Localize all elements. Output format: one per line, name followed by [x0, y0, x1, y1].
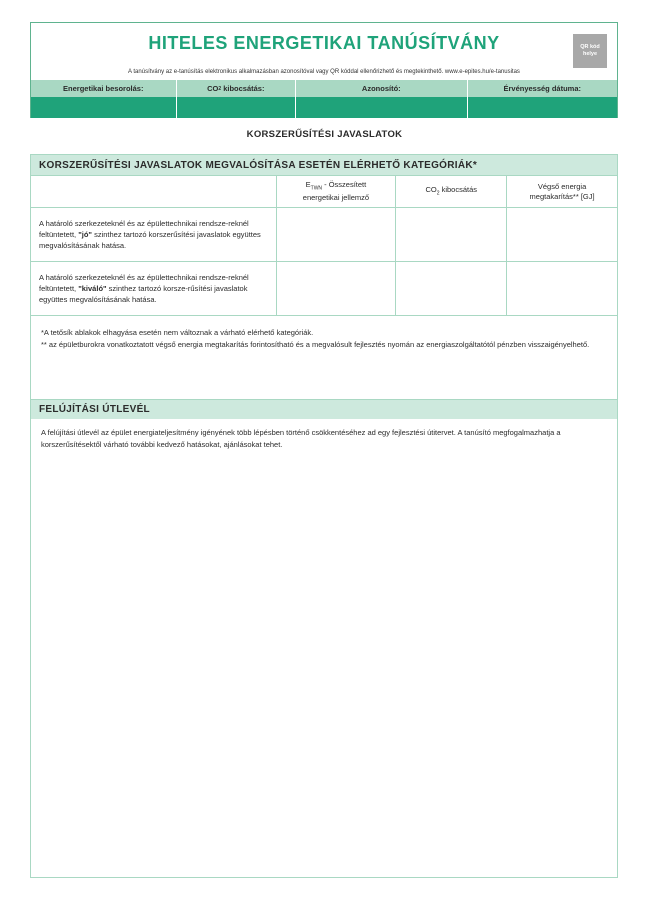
- table-row: [31, 208, 618, 262]
- co2-value: [177, 97, 297, 118]
- validity-value: [468, 97, 617, 118]
- energy-line1: - Összesített: [322, 179, 367, 189]
- renovation-passport-section: [30, 399, 618, 878]
- categories-section: [30, 154, 618, 400]
- passport-heading: FELÚJÍTÁSI ÚTLEVÉL: [31, 400, 617, 419]
- row-good-description: [31, 208, 277, 262]
- energy-prefix: E: [305, 179, 311, 189]
- table-header-row: [31, 176, 618, 208]
- footnote-2: ** az épületburokra vonatkoztatott végső energia megtakarítás forintosítható és a megvalósult fejlesztés nyomán az energiaszolgáltatótól pénzben visszaigényelhető.: [41, 340, 590, 349]
- id-value: [296, 97, 467, 118]
- qr-code-placeholder: QR kód helye: [573, 34, 607, 68]
- empty-header-cell: [31, 176, 277, 208]
- co2-label-prefix: CO: [207, 84, 219, 93]
- row-excellent-post: szinthez tartozó korsze-rűsítési javaslatok együttes megvalósításának hatása.: [39, 284, 248, 304]
- co2-label-sub: 2: [218, 85, 222, 92]
- row-excellent-energy-cell[interactable]: [276, 262, 396, 316]
- saving-column-header: [507, 176, 618, 208]
- header-values-row: [31, 97, 617, 118]
- row-good-pre: A határoló szerkezeteknél és az épülettechnikai rendsze-reknél feltüntetett,: [39, 219, 249, 239]
- footnotes: [41, 327, 611, 351]
- row-excellent-pre: A határoló szerkezeteknél és az épülettechnikai rendsze-reknél feltüntetett,: [39, 273, 249, 293]
- row-good-saving-cell[interactable]: [507, 208, 618, 262]
- saving-line2: megtakarítás** [GJ]: [529, 191, 595, 201]
- energy-sub: TWN: [310, 185, 323, 192]
- certificate-header: [30, 22, 618, 118]
- row-excellent-co2-cell[interactable]: [396, 262, 507, 316]
- id-label: Azonosító:: [296, 80, 467, 97]
- co2-col-prefix: CO: [425, 184, 437, 194]
- co2-column-header: [396, 176, 507, 208]
- co2-col-suffix: kibocsátás: [439, 184, 478, 194]
- validity-label: Érvényesség dátuma:: [503, 84, 582, 93]
- categories-table: [30, 175, 618, 316]
- energy-column-header: [276, 176, 396, 208]
- row-excellent-level: "kiváló": [78, 284, 107, 293]
- energy-line2: energetikai jellemző: [302, 193, 370, 203]
- co2-label: [177, 80, 297, 97]
- footnote-1: *A tetősík ablakok elhagyása esetén nem változnak a várható elérhető kategóriák.: [41, 328, 314, 337]
- row-good-co2-cell[interactable]: [396, 208, 507, 262]
- rating-label: Energetikai besorolás:: [31, 80, 177, 97]
- row-excellent-saving-cell[interactable]: [507, 262, 618, 316]
- co2-col-sub: 2: [436, 190, 440, 197]
- co2-label-suffix: kibocsátás:: [221, 84, 265, 93]
- section-title: KORSZERŰSÍTÉSI JAVASLATOK: [246, 129, 403, 140]
- row-good-energy-cell[interactable]: [276, 208, 396, 262]
- row-good-post: szinthez tartozó korszerűsítési javaslatok együttes megvalósításának hatása.: [39, 230, 261, 250]
- passport-text: A felújítási útlevél az épület energiateljesítmény igényének több lépésben történő csökkentéséhez ad egy fejlesztési útitervet. A tanúsító megfogalmazhatja a korszerűsítésektől várható további kedvező hatásokat, ajánlásokat tehet.: [41, 428, 561, 449]
- table-row: [31, 262, 618, 316]
- row-excellent-description: [31, 262, 277, 316]
- categories-heading: KORSZERŰSÍTÉSI JAVASLATOK MEGVALÓSÍTÁSA ESETÉN ELÉRHETŐ KATEGÓRIÁK*: [31, 155, 617, 175]
- row-good-level: "jó": [78, 230, 92, 239]
- rating-value: [31, 97, 177, 118]
- verification-note: A tanúsítvány az e-tanúsítás elektronikus alkalmazásban azonosítóval vagy QR kóddal ellenőrizhető és megtekinthető. www.e-epites.hu/e-tanusitas: [128, 69, 520, 75]
- page-title: HITELES ENERGETIKAI TANÚSÍTVÁNY: [148, 33, 500, 53]
- header-labels-row: [31, 80, 617, 97]
- saving-line1: Végső energia: [537, 181, 587, 191]
